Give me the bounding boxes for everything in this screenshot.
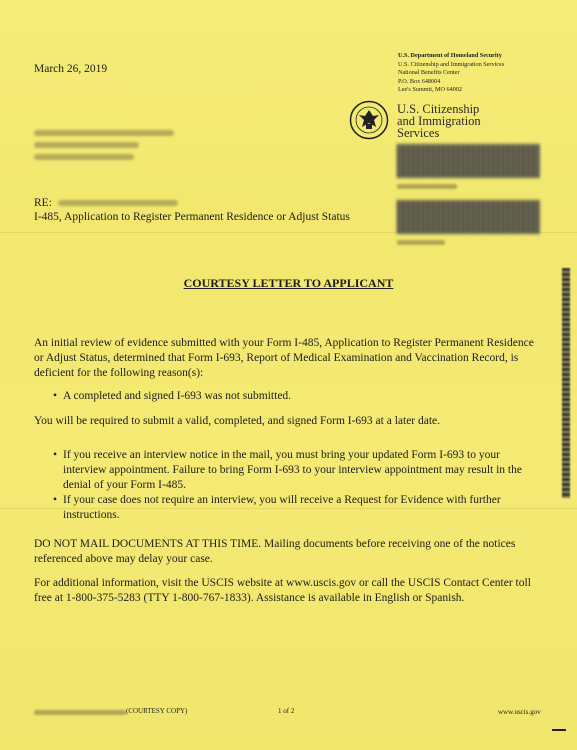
agency-line: P.O. Box 648004 bbox=[398, 77, 441, 85]
edge-mark bbox=[552, 729, 566, 731]
redacted-a-number bbox=[397, 240, 445, 245]
agency-address bbox=[398, 52, 504, 95]
redacted-recipient-address bbox=[34, 130, 174, 166]
agency-dept: U.S. Department of Homeland Security bbox=[398, 52, 502, 59]
redacted-applicant-name bbox=[58, 200, 178, 206]
redacted-barcode bbox=[397, 200, 540, 234]
redacted-edge-barcode bbox=[562, 268, 570, 498]
paragraph-initial-review: An initial review of evidence submitted with your Form I-485, Application to Register Permanent Residence or Adjust Status, determined that Form I-693, Report of Medical Examination and Vaccination Record, is deficient for the following reason(s): bbox=[34, 337, 534, 379]
deficiency-bullet bbox=[54, 390, 291, 402]
footer-page-number: 1 of 2 bbox=[278, 707, 295, 715]
re-label: RE: bbox=[34, 197, 52, 209]
paragraph-contact-info: For additional information, visit the USCIS website at www.uscis.gov or call the USCIS Contact Center toll free at 1-800-375-5283 (TTY 1-800-767-1833). Assistance is available in English or Spanish. bbox=[34, 577, 531, 604]
agency-line: National Benefits Center bbox=[398, 69, 460, 77]
instructions-list bbox=[54, 448, 536, 523]
list-item: • If you receive an interview notice in the mail, you must bring your updated Form I-693 to your interview appointment. Failure to bring Form I-693 to your interview appointment may result in the denial of your Form I-485. bbox=[54, 448, 536, 493]
letter-date: March 26, 2019 bbox=[34, 63, 108, 75]
list-item: A completed and signed I-693 was not submitted. bbox=[63, 390, 292, 402]
paragraph-submit-later: You will be required to submit a valid, completed, and signed Form I-693 at a later date. bbox=[34, 415, 441, 427]
agency-line: U.S. Citizenship and Immigration Services bbox=[398, 60, 505, 68]
list-item: • If your case does not require an interview, you will receive a Request for Evidence with further instructions. bbox=[54, 493, 536, 523]
letter-heading: COURTESY LETTER TO APPLICANT bbox=[183, 276, 394, 290]
redacted-footer-code bbox=[34, 710, 126, 715]
paragraph-do-not-mail: DO NOT MAIL DOCUMENTS AT THIS TIME. Mailing documents before receiving one of the notices referenced above may delay your case. bbox=[34, 538, 516, 565]
uscis-logo bbox=[397, 103, 481, 139]
agency-line: Lee's Summit, MO 64002 bbox=[398, 86, 463, 94]
redacted-receipt-number bbox=[397, 184, 457, 189]
footer-website: www.uscis.gov bbox=[498, 708, 541, 716]
redacted-barcode bbox=[397, 144, 540, 178]
logo-line: U.S. Citizenship bbox=[397, 102, 480, 116]
logo-line: Services bbox=[397, 126, 440, 140]
footer-courtesy-copy: (COURTESY COPY) bbox=[126, 707, 188, 715]
dhs-seal-icon bbox=[349, 100, 389, 140]
re-form-title: I-485, Application to Register Permanent Residence or Adjust Status bbox=[34, 211, 350, 223]
re-line bbox=[34, 197, 178, 209]
logo-line: and Immigration bbox=[397, 114, 481, 128]
